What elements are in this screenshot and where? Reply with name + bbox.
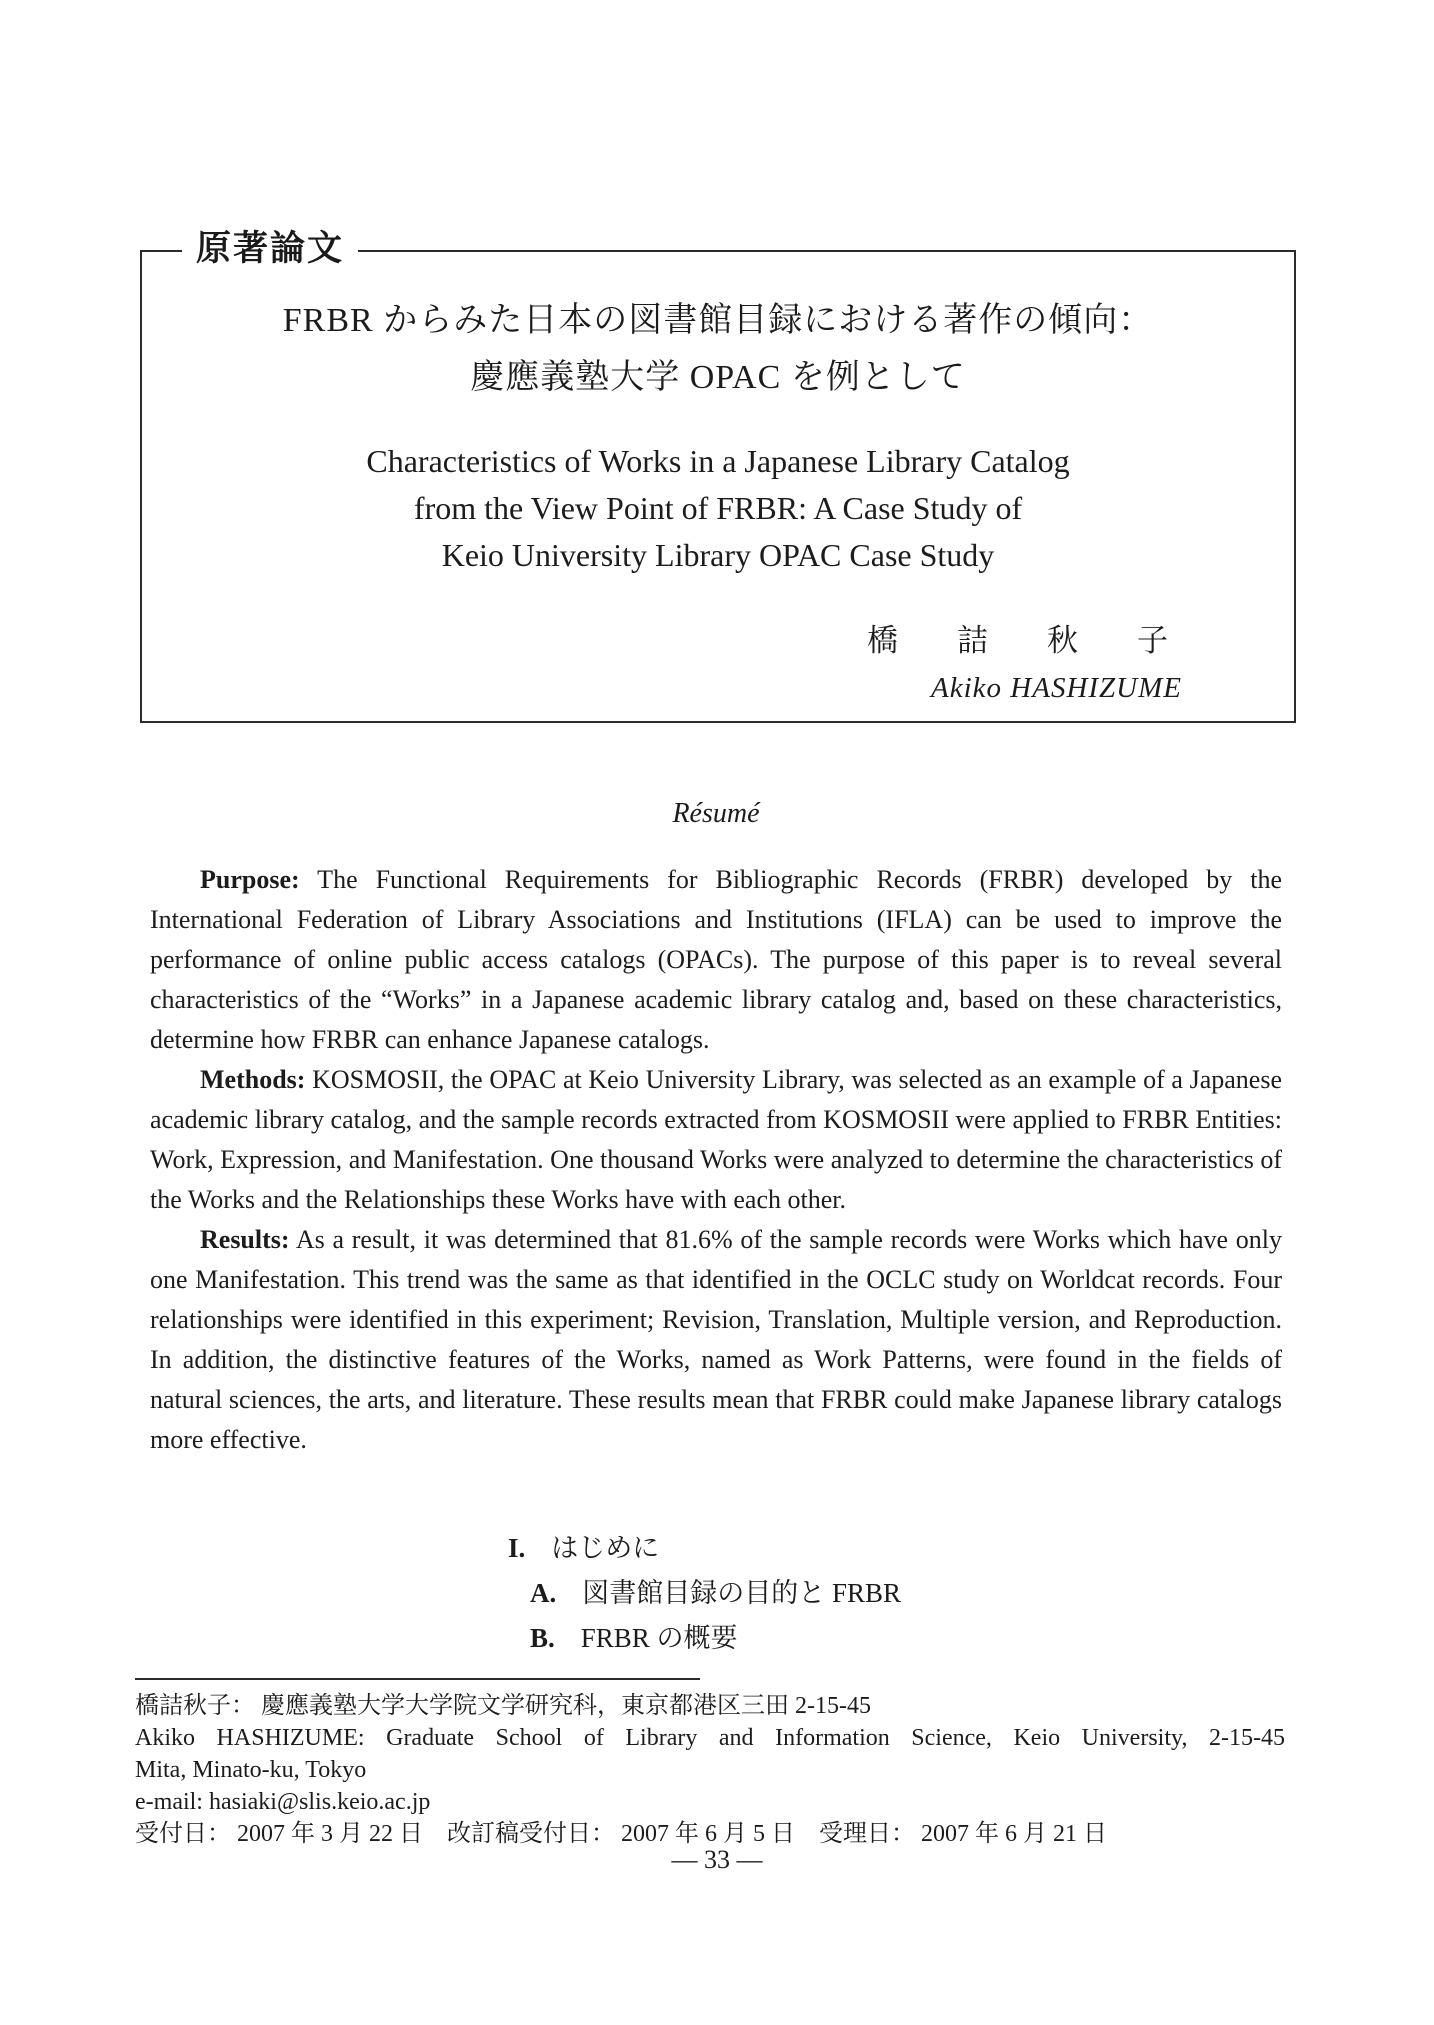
outline-section xyxy=(508,1526,901,1661)
purpose-label: Purpose: xyxy=(200,865,300,894)
author-name-japanese: 橋 詰 秋 子 xyxy=(867,623,1182,658)
outline-item-1-number: I. xyxy=(508,1533,526,1563)
title-english-line1: Characteristics of Works in a Japanese Library Catalog xyxy=(366,443,1070,479)
title-box xyxy=(140,229,1296,723)
outline-item-1b xyxy=(530,1616,901,1661)
title-english-line2: from the View Point of FRBR: A Case Study of xyxy=(413,490,1023,526)
footnote-section xyxy=(135,1678,1285,1850)
footnote-affiliation-english-line1: Akiko HASHIZUME: Graduate School of Library and Information Science, Keio University, 2-15-45 xyxy=(135,1725,1285,1751)
outline-item-1a-number: A. xyxy=(530,1578,557,1608)
methods-label: Methods: xyxy=(200,1065,306,1094)
abstract-paragraph-results xyxy=(150,1220,1282,1460)
results-text: As a result, it was determined that 81.6% of the sample records were Works which have only one Manifestation. This trend was the same as that identified in the OCLC study on Worldcat records. Four relationships were identified in this experiment; Revision, Translation, Multiple version, and Reproduction. In addition, the distinctive features of the Works, named as Work Patterns, were found in the fields of natural sciences, the arts, and literature. These results mean that FRBR could make Japanese library catalogs more effective. xyxy=(150,1225,1282,1454)
abstract-section xyxy=(150,798,1282,1460)
author-name-romanized: Akiko HASHIZUME xyxy=(931,672,1182,704)
outline-item-1 xyxy=(508,1526,901,1571)
footnote-dates: 受付日： 2007 年 3 月 22 日 改訂稿受付日： 2007 年 6 月 5 日 受理日： 2007 年 6 月 21 日 xyxy=(135,1821,1107,1847)
title-japanese-line2: 慶應義塾大学 OPAC を例として xyxy=(470,359,966,396)
purpose-text: The Functional Requirements for Bibliographic Records (FRBR) developed by the International Federation of Library Associations and Institutions (IFLA) can be used to improve the performance of online public access catalogs (OPACs). The purpose of this paper is to reveal several characteristics of the “Works” in a Japanese academic library catalog and, based on these characteristics, determine how FRBR can enhance Japanese catalogs. xyxy=(150,865,1282,1054)
outline-item-1b-number: B. xyxy=(530,1623,555,1653)
title-box-content xyxy=(142,252,1294,705)
footnote-affiliation-japanese: 橋詰秋子： 慶應義塾大学大学院文学研究科，東京都港区三田 2-15-45 xyxy=(135,1693,871,1719)
methods-text: KOSMOSII, the OPAC at Keio University Library, was selected as an example of a Japanese academic library catalog, and the sample records extracted from KOSMOSII were applied to FRBR Entities: Work, Expression, and Manifestation. One thousand Works were analyzed to determine the characteristics of the Works and the Relationships these Works have with each other. xyxy=(150,1065,1282,1214)
footnote-divider xyxy=(135,1678,700,1680)
page-number: — 33 — xyxy=(671,1845,763,1874)
outline-item-1a xyxy=(530,1571,901,1616)
outline-item-1b-label: FRBR の概要 xyxy=(580,1623,738,1653)
abstract-heading: Résumé xyxy=(672,798,760,829)
title-english-line3: Keio University Library OPAC Case Study xyxy=(441,537,995,573)
footnote-affiliation-english-line2: Mita, Minato-ku, Tokyo xyxy=(135,1757,367,1783)
outline-item-1a-label: 図書館目録の目的と FRBR xyxy=(582,1578,902,1608)
outline-item-1-label: はじめに xyxy=(551,1533,660,1563)
title-japanese xyxy=(142,292,1294,406)
title-japanese-line1: FRBR からみた日本の図書館目録における著作の傾向： xyxy=(282,302,1154,339)
results-label: Results: xyxy=(200,1225,290,1254)
abstract-paragraph-purpose xyxy=(150,860,1282,1060)
title-english xyxy=(142,438,1294,579)
author-block xyxy=(142,615,1294,705)
footnote-email: e-mail: hasiaki@slis.keio.ac.jp xyxy=(135,1789,431,1815)
article-type-label: 原著論文 xyxy=(182,225,358,273)
abstract-paragraph-methods xyxy=(150,1060,1282,1220)
